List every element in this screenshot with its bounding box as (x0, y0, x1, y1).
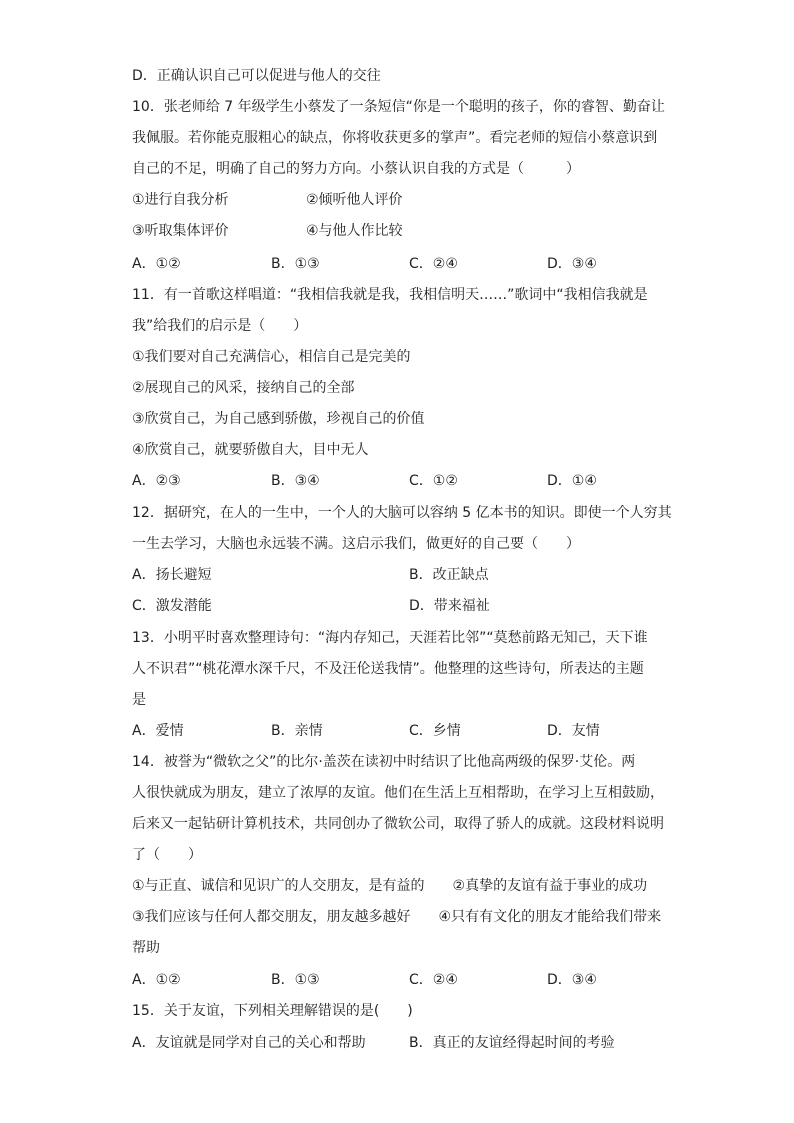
option: A．友谊就是同学对自己的关心和帮助 (132, 1035, 366, 1051)
text-line: 13．小明平时喜欢整理诗句：“海内存知己，天涯若比邻”“莫愁前路无知己，天下谁 (132, 630, 648, 646)
text-line: 人不识君”“桃花潭水深千尺，不及汪伦送我情”。他整理的这些诗句，所表达的主题 (132, 661, 644, 677)
option: B．③④ (271, 473, 320, 489)
option: B．亲情 (271, 723, 323, 739)
text-line: 后来又一起钻研计算机技术，共同创办了微软公司，取得了骄人的成就。这段材料说明 (132, 816, 664, 832)
option: D．带来福祉 (409, 598, 490, 614)
text-line: 我”给我们的启示是（ ） (132, 318, 308, 334)
text-line: ①我们要对自己充满信心，相信自己是完美的 (132, 349, 411, 365)
option: C．①② (409, 473, 458, 489)
option: A．①② (132, 256, 181, 272)
option: ①进行自我分析 (132, 192, 229, 208)
option: B．真正的友谊经得起时间的考验 (409, 1035, 615, 1051)
text-line: 14．被誉为“微软之父”的比尔·盖茨在读初中时结识了比他高两级的保罗·艾伦。两 (132, 754, 636, 770)
text-line: 12．据研究，在人的一生中，一个人的大脑可以容纳 5 亿本书的知识。即使一个人穷其 (132, 505, 672, 521)
option: C．乡情 (409, 723, 461, 739)
text-line: 一生去学习，大脑也永远装不满。这启示我们，做更好的自己要（ ） (132, 536, 580, 552)
text-line: D．正确认识自己可以促进与他人的交往 (132, 68, 381, 84)
text-line: ③欣赏自己，为自己感到骄傲，珍视自己的价值 (132, 411, 425, 427)
text-line: 11．有一首歌这样唱道：“我相信我就是我，我相信明天……”歌词中“我相信我就是 (132, 287, 648, 303)
text-line: 人很快就成为朋友，建立了浓厚的友谊。他们在生活上互相帮助，在学习上互相鼓励， (132, 785, 664, 801)
text-line: 帮助 (132, 940, 160, 956)
text-line: 是 (132, 692, 146, 708)
text-line: ②展现自己的风采，接纳自己的全部 (132, 380, 355, 396)
option: D．①④ (547, 473, 597, 489)
option: A．扬长避短 (132, 567, 212, 583)
text-line: ③我们应该与任何人都交朋友，朋友越多越好 ④只有有文化的朋友才能给我们带来 (132, 909, 662, 925)
text-line: 了（ ） (132, 847, 202, 863)
text-line: 我佩服。若你能克服粗心的缺点，你将收获更多的掌声”。看完老师的短信小蔡意识到 (132, 130, 658, 146)
option: A．①② (132, 972, 181, 988)
option: D．③④ (547, 256, 597, 272)
text-line: ④欣赏自己，就要骄傲自大，目中无人 (132, 442, 369, 458)
option: ③听取集体评价 (132, 223, 229, 239)
option: ②倾听他人评价 (306, 192, 403, 208)
text-line: 自己的不足，明确了自己的努力方向。小蔡认识自我的方式是（ ） (132, 161, 580, 177)
text-line: 15．关于友谊，下列相关理解错误的是( ) (132, 1003, 413, 1019)
option: C．激发潜能 (132, 598, 212, 614)
text-line: 10．张老师给 7 年级学生小蔡发了一条短信“你是一个聪明的孩子，你的睿智、勤奋让 (132, 99, 665, 115)
option: D．友情 (547, 723, 600, 739)
option: C．②④ (409, 256, 458, 272)
option: C．②④ (409, 972, 458, 988)
option: B．①③ (271, 972, 320, 988)
option: ④与他人作比较 (306, 223, 403, 239)
option: D．③④ (547, 972, 597, 988)
option: B．改正缺点 (409, 567, 489, 583)
option: A．爱情 (132, 723, 184, 739)
text-line: ①与正直、诚信和见识广的人交朋友，是有益的 ②真挚的友谊有益于事业的成功 (132, 878, 648, 894)
option: A．②③ (132, 473, 181, 489)
option: B．①③ (271, 256, 320, 272)
